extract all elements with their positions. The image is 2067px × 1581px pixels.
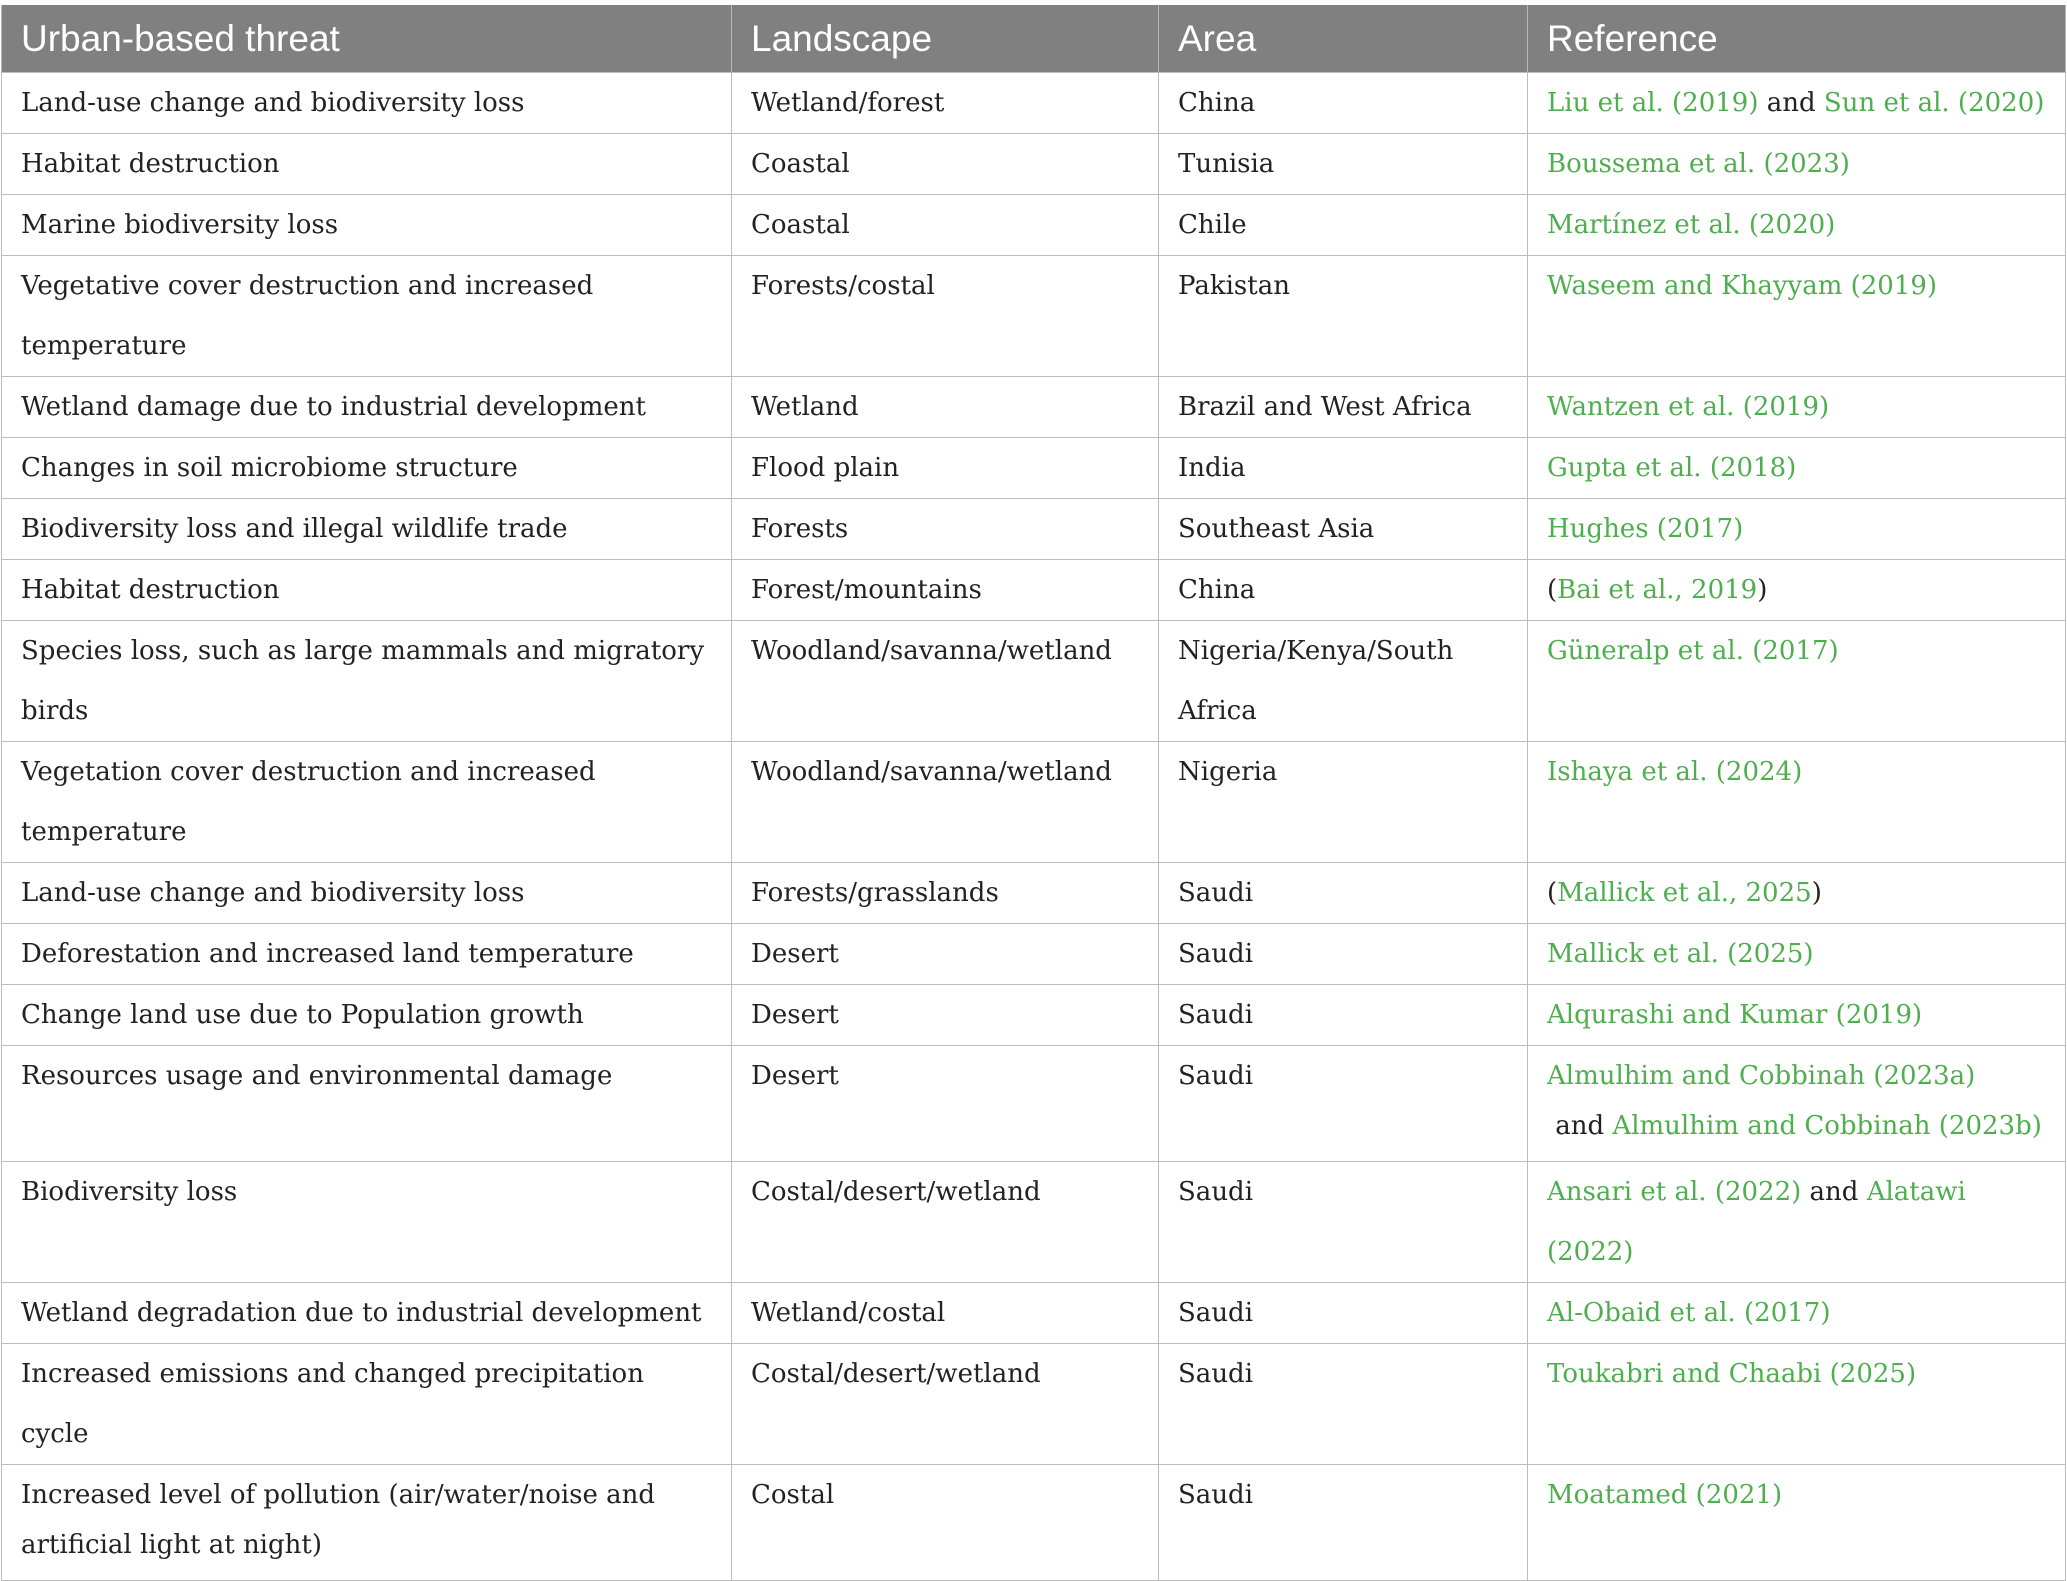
reference-link[interactable]: Waseem and Khayyam (2019)	[1547, 271, 1938, 301]
cell-landscape: Wetland/forest	[732, 73, 1159, 134]
reference-link[interactable]: Martínez et al. (2020)	[1547, 210, 1836, 240]
cell-threat: Vegetation cover destruction and increased temperature	[2, 742, 732, 863]
table-row	[2, 863, 2066, 924]
cell-landscape: Costal/desert/wetland	[732, 1344, 1159, 1465]
cell-area: Southeast Asia	[1159, 499, 1528, 560]
table-row	[2, 1162, 2066, 1283]
cell-landscape: Wetland/costal	[732, 1283, 1159, 1344]
cell-area: Saudi	[1159, 1162, 1528, 1283]
cell-reference	[1528, 195, 2066, 256]
cell-landscape: Costal/desert/wetland	[732, 1162, 1159, 1283]
cell-area: China	[1159, 560, 1528, 621]
cell-threat: Habitat destruction	[2, 134, 732, 195]
header-reference: Reference	[1528, 5, 2066, 73]
cell-area: Saudi	[1159, 1046, 1528, 1162]
reference-link[interactable]: Gupta et al. (2018)	[1547, 453, 1797, 483]
cell-area: Saudi	[1159, 1465, 1528, 1581]
table-row	[2, 1344, 2066, 1465]
cell-area: Tunisia	[1159, 134, 1528, 195]
reference-connector: and	[1547, 1111, 1613, 1141]
cell-threat: Change land use due to Population growth	[2, 985, 732, 1046]
cell-landscape: Costal	[732, 1465, 1159, 1581]
cell-threat: Resources usage and environmental damage	[2, 1046, 732, 1162]
cell-threat: Wetland degradation due to industrial development	[2, 1283, 732, 1344]
cell-threat: Increased emissions and changed precipitation cycle	[2, 1344, 732, 1465]
cell-landscape: Desert	[732, 924, 1159, 985]
cell-landscape: Coastal	[732, 195, 1159, 256]
cell-reference	[1528, 134, 2066, 195]
reference-link[interactable]: Liu et al. (2019)	[1547, 88, 1759, 118]
table-row	[2, 438, 2066, 499]
cell-reference	[1528, 1162, 2066, 1283]
cell-reference	[1528, 924, 2066, 985]
reference-connector: )	[1811, 878, 1822, 908]
cell-reference	[1528, 1465, 2066, 1581]
cell-area: Saudi	[1159, 863, 1528, 924]
cell-landscape: Woodland/savanna/wetland	[732, 621, 1159, 742]
cell-reference	[1528, 73, 2066, 134]
reference-link[interactable]: Sun et al. (2020)	[1823, 88, 2045, 118]
threats-table-container	[1, 5, 2065, 1581]
cell-landscape: Forests/grasslands	[732, 863, 1159, 924]
reference-link[interactable]: Moatamed (2021)	[1547, 1480, 1783, 1510]
cell-reference	[1528, 256, 2066, 377]
reference-link[interactable]: Güneralp et al. (2017)	[1547, 636, 1839, 666]
table-row	[2, 256, 2066, 377]
cell-area: Saudi	[1159, 1283, 1528, 1344]
cell-threat: Biodiversity loss and illegal wildlife trade	[2, 499, 732, 560]
cell-area: Saudi	[1159, 924, 1528, 985]
reference-link[interactable]: Toukabri and Chaabi (2025)	[1547, 1359, 1917, 1389]
cell-landscape: Coastal	[732, 134, 1159, 195]
cell-area: Pakistan	[1159, 256, 1528, 377]
cell-threat: Vegetative cover destruction and increased temperature	[2, 256, 732, 377]
cell-threat: Species loss, such as large mammals and migratory birds	[2, 621, 732, 742]
cell-reference	[1528, 1283, 2066, 1344]
table-row	[2, 742, 2066, 863]
cell-landscape: Wetland	[732, 377, 1159, 438]
reference-link[interactable]: Alatawi (2022)	[1547, 1177, 1966, 1267]
cell-threat: Increased level of pollution (air/water/noise and artificial light at night)	[2, 1465, 732, 1581]
reference-link[interactable]: Ansari et al. (2022)	[1547, 1177, 1802, 1207]
cell-area: Nigeria	[1159, 742, 1528, 863]
cell-threat: Wetland damage due to industrial development	[2, 377, 732, 438]
reference-link[interactable]: Almulhim and Cobbinah (2023a)	[1547, 1061, 1976, 1091]
reference-link[interactable]: Boussema et al. (2023)	[1547, 149, 1850, 179]
table-row	[2, 1465, 2066, 1581]
cell-reference	[1528, 742, 2066, 863]
cell-reference	[1528, 863, 2066, 924]
cell-reference	[1528, 499, 2066, 560]
cell-landscape: Desert	[732, 985, 1159, 1046]
reference-link[interactable]: Mallick et al. (2025)	[1547, 939, 1814, 969]
cell-landscape: Forest/mountains	[732, 560, 1159, 621]
cell-reference	[1528, 1344, 2066, 1465]
reference-link[interactable]: Al-Obaid et al. (2017)	[1547, 1298, 1831, 1328]
reference-link[interactable]: Hughes (2017)	[1547, 514, 1744, 544]
reference-link[interactable]: Almulhim and Cobbinah (2023b)	[1612, 1111, 2042, 1141]
table-row	[2, 73, 2066, 134]
header-area: Area	[1159, 5, 1528, 73]
cell-area: Brazil and West Africa	[1159, 377, 1528, 438]
reference-link[interactable]: Wantzen et al. (2019)	[1547, 392, 1830, 422]
cell-area: Nigeria/Kenya/South Africa	[1159, 621, 1528, 742]
header-landscape: Landscape	[732, 5, 1159, 73]
table-row	[2, 1283, 2066, 1344]
cell-landscape: Forests/costal	[732, 256, 1159, 377]
cell-landscape: Desert	[732, 1046, 1159, 1162]
cell-area: China	[1159, 73, 1528, 134]
table-row	[2, 134, 2066, 195]
table-row	[2, 985, 2066, 1046]
cell-area: Saudi	[1159, 1344, 1528, 1465]
cell-threat: Changes in soil microbiome structure	[2, 438, 732, 499]
table-row	[2, 621, 2066, 742]
table-row	[2, 924, 2066, 985]
reference-link[interactable]: Ishaya et al. (2024)	[1547, 757, 1803, 787]
table-body	[2, 73, 2066, 1581]
cell-threat: Land-use change and biodiversity loss	[2, 73, 732, 134]
table-row	[2, 560, 2066, 621]
cell-reference	[1528, 985, 2066, 1046]
cell-landscape: Forests	[732, 499, 1159, 560]
table-row	[2, 499, 2066, 560]
cell-area: India	[1159, 438, 1528, 499]
reference-link[interactable]: Mallick et al., 2025	[1557, 878, 1812, 908]
cell-reference	[1528, 1046, 2066, 1162]
cell-area: Chile	[1159, 195, 1528, 256]
reference-connector: (	[1547, 878, 1558, 908]
cell-area: Saudi	[1159, 985, 1528, 1046]
cell-threat: Marine biodiversity loss	[2, 195, 732, 256]
reference-connector: and	[1801, 1177, 1867, 1207]
header-row	[2, 5, 2066, 73]
urban-threats-table	[1, 5, 2066, 1581]
cell-threat: Biodiversity loss	[2, 1162, 732, 1283]
header-threat: Urban-based threat	[2, 5, 732, 73]
reference-connector: and	[1758, 88, 1824, 118]
cell-reference	[1528, 560, 2066, 621]
cell-reference	[1528, 621, 2066, 742]
reference-link[interactable]: Bai et al., 2019	[1557, 575, 1758, 605]
reference-connector: )	[1757, 575, 1768, 605]
table-header	[2, 5, 2066, 73]
cell-threat: Habitat destruction	[2, 560, 732, 621]
reference-connector: (	[1547, 575, 1558, 605]
cell-landscape: Flood plain	[732, 438, 1159, 499]
cell-reference	[1528, 377, 2066, 438]
table-row	[2, 377, 2066, 438]
cell-reference	[1528, 438, 2066, 499]
cell-threat: Deforestation and increased land temperature	[2, 924, 732, 985]
table-row	[2, 1046, 2066, 1162]
cell-threat: Land-use change and biodiversity loss	[2, 863, 732, 924]
cell-landscape: Woodland/savanna/wetland	[732, 742, 1159, 863]
reference-link[interactable]: Alqurashi and Kumar (2019)	[1547, 1000, 1923, 1030]
table-row	[2, 195, 2066, 256]
